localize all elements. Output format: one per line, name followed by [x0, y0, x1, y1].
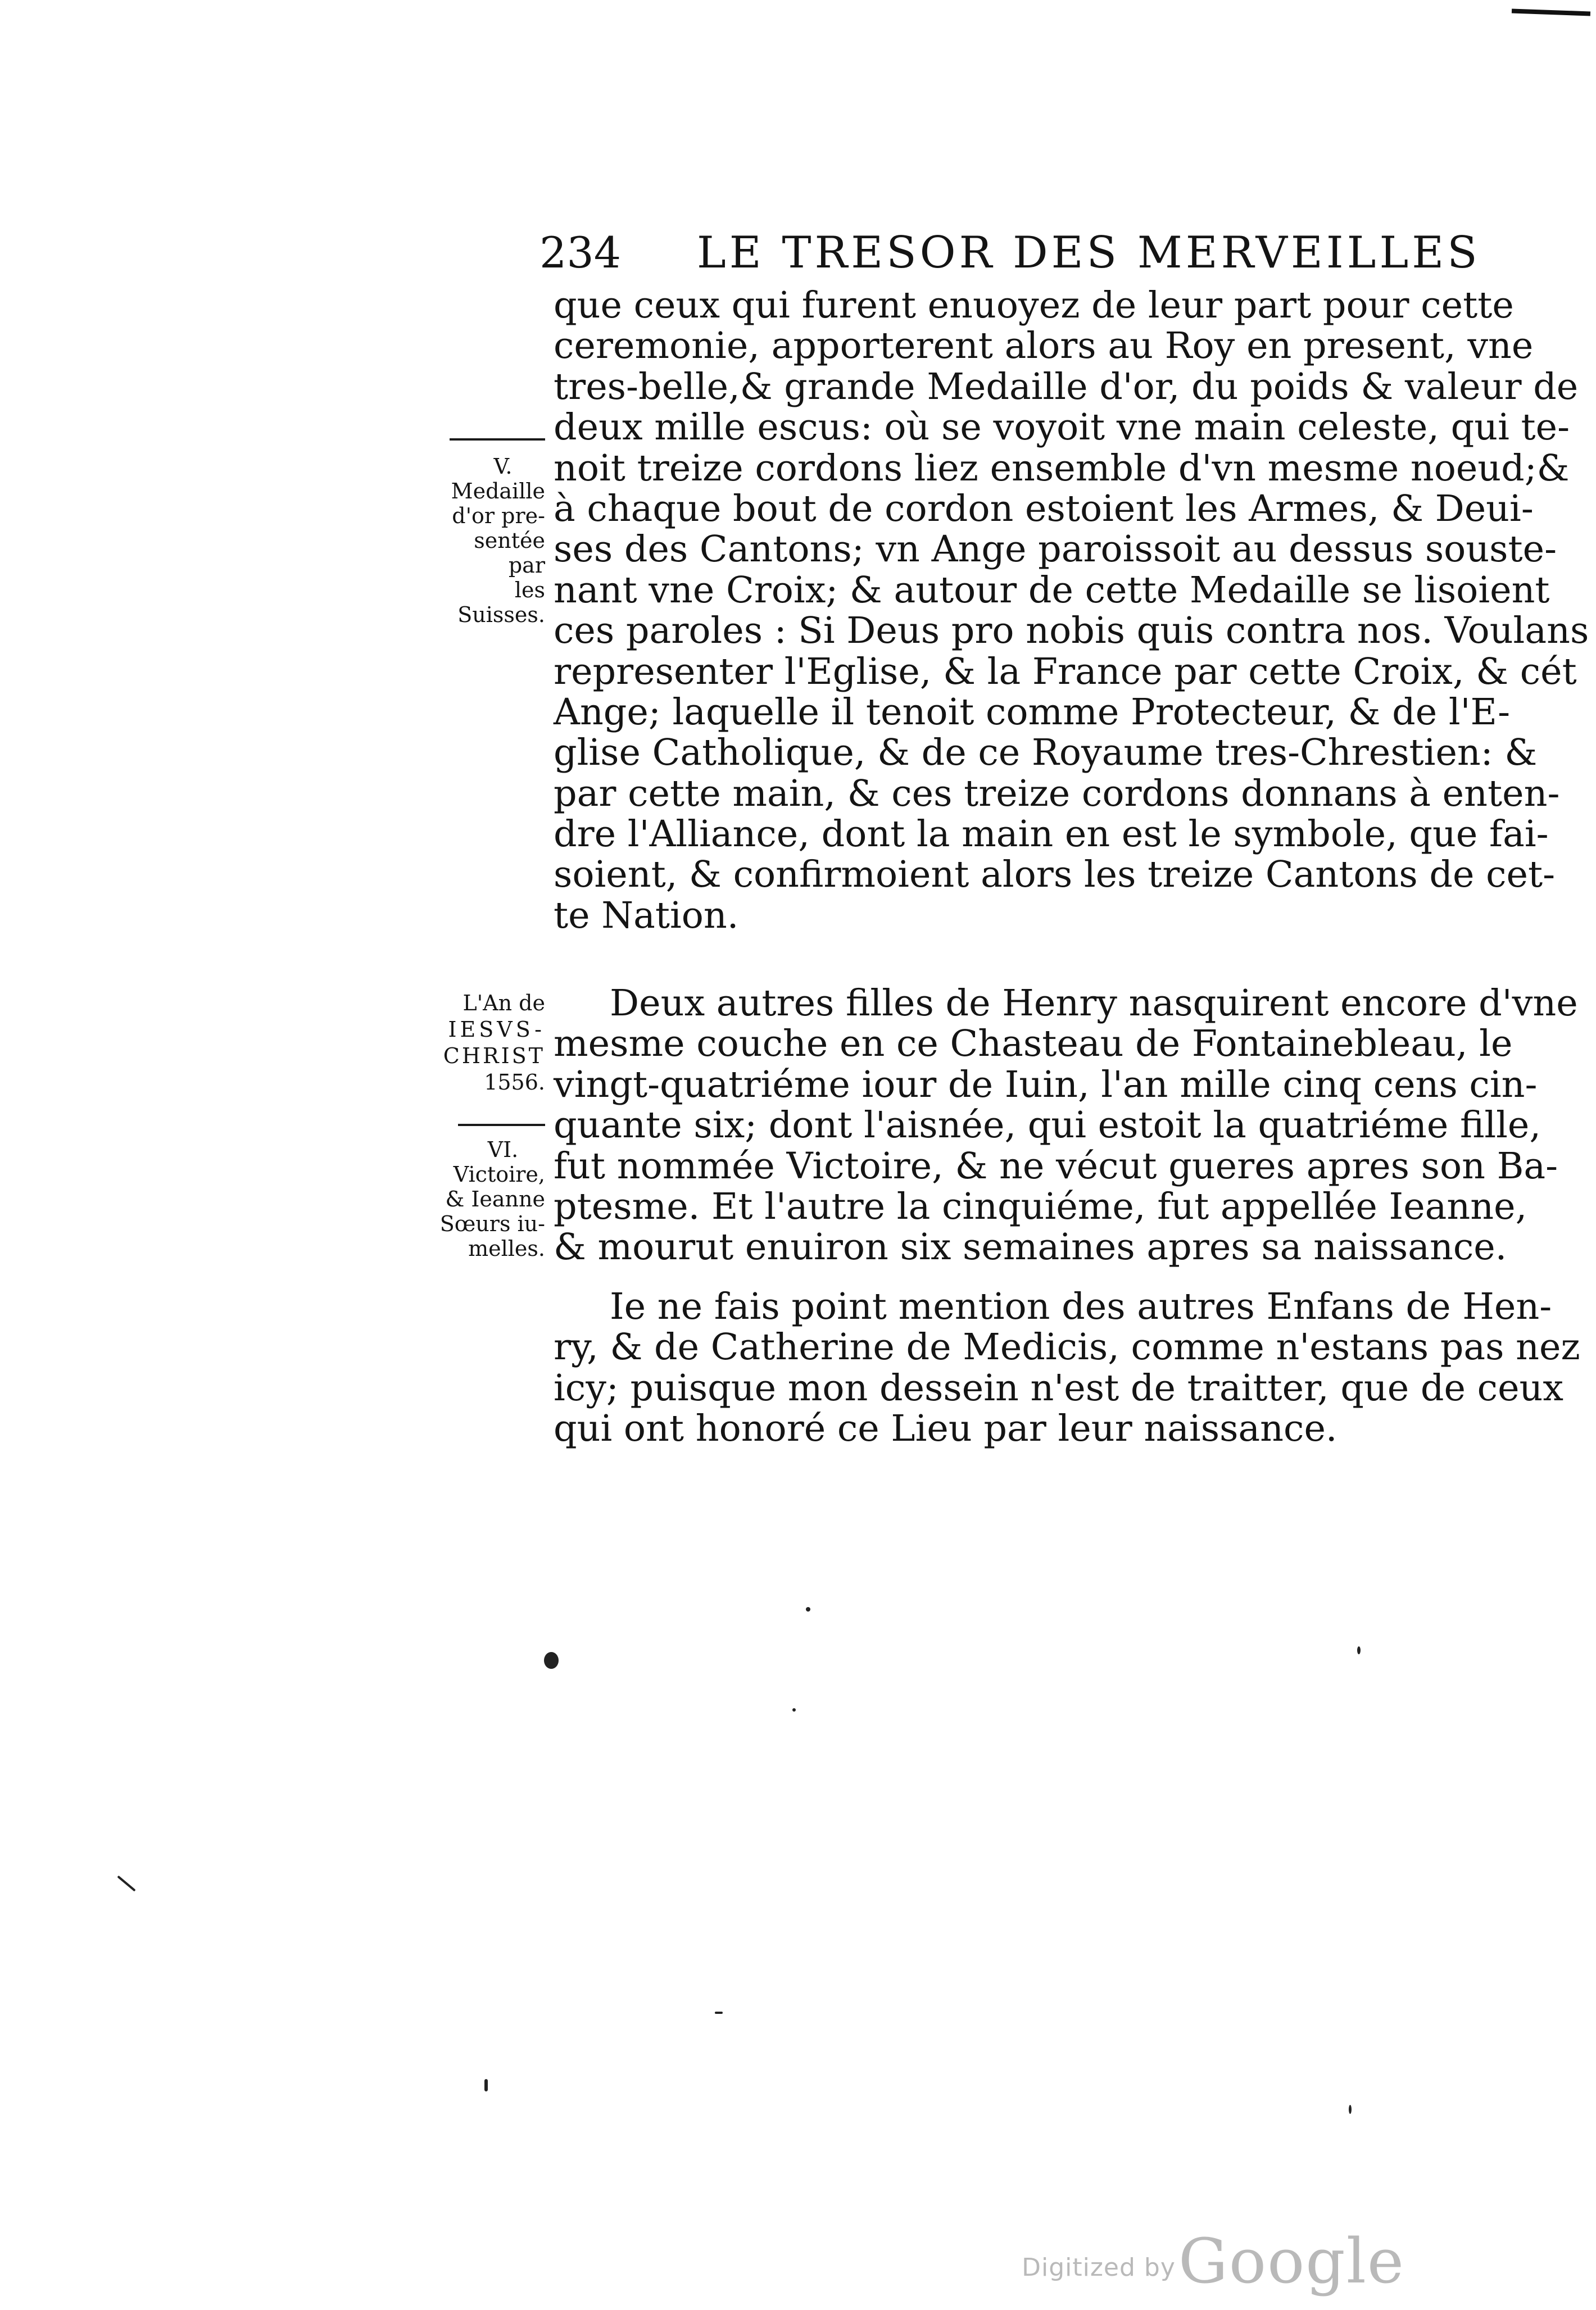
paragraph-2	[554, 982, 1578, 1269]
margin-note-line: sentée par	[474, 528, 545, 578]
text-line: Deux autres filles de Henry nasquirent encore d'vne	[610, 982, 1578, 1024]
margin-rule	[458, 1124, 545, 1126]
page-number: 234	[539, 228, 622, 278]
scan-edge-mark	[1512, 9, 1590, 16]
text-line: icy; puisque mon dessein n'est de traitter, que de ceux	[554, 1367, 1564, 1409]
text-line: vingt-quatriéme iour de Iuin, l'an mille cinq cens cin-	[554, 1063, 1538, 1106]
ink-speck	[117, 1876, 135, 1892]
text-line: Ange; laquelle il tenoit comme Protecteur, & de l'E-	[554, 691, 1511, 733]
text-line: dre l'Alliance, dont la main en est le symbole, que fai-	[554, 813, 1549, 856]
margin-rule	[450, 438, 545, 441]
text-line: mesme couche en ce Chasteau de Fontainebleau, le	[554, 1023, 1513, 1065]
text-line: qui ont honoré ce Lieu par leur naissance.	[554, 1408, 1337, 1450]
text-line: par cette main, & ces treize cordons donnans à enten-	[554, 772, 1560, 815]
running-title: LE TRESOR DES MERVEILLES	[697, 228, 1481, 278]
margin-note-medaille	[438, 454, 545, 627]
ink-speck	[544, 1652, 559, 1669]
margin-note-line: Medaille	[451, 479, 545, 503]
page-header	[539, 225, 1481, 287]
text-line: quante six; dont l'aisnée, qui estoit la quatriéme fille,	[554, 1104, 1541, 1147]
margin-note-line: VI.	[487, 1137, 519, 1162]
text-line: representer l'Eglise, & la France par cette Croix, & cét	[554, 650, 1577, 693]
margin-note-line: Sœurs iu-	[439, 1211, 545, 1236]
margin-note-line: les Suisses.	[457, 578, 545, 627]
text-line: que ceux qui furent enuoyez de leur part pour cette	[554, 284, 1514, 326]
margin-note-line: IESVS-	[448, 1017, 545, 1042]
text-line: soient, & confirmoient alors les treize Cantons de cet-	[554, 854, 1556, 896]
paragraph-3	[554, 1286, 1580, 1450]
ink-speck	[715, 2012, 723, 2014]
text-line: ry, & de Catherine de Medicis, comme n'estans pas nez	[554, 1326, 1580, 1369]
margin-note-line: Victoire,	[453, 1162, 545, 1187]
margin-note-year	[438, 990, 545, 1096]
text-line: nant vne Croix; & autour de cette Medaille se lisoient	[554, 569, 1550, 611]
margin-note-line: V.	[493, 454, 513, 479]
google-logo-text: Google	[1178, 2225, 1405, 2297]
text-line: fut nommée Victoire, & ne vécut gueres apres son Ba-	[554, 1145, 1558, 1187]
paragraph-1	[554, 284, 1589, 937]
text-line: & mourut enuiron six semaines apres sa naissance.	[554, 1226, 1507, 1269]
text-line: noit treize cordons liez ensemble d'vn mesme noeud;&	[554, 447, 1570, 489]
text-line: Ie ne fais point mention des autres Enfans de Hen-	[610, 1286, 1552, 1328]
margin-note-line: d'or pre-	[452, 503, 545, 528]
digitized-watermark	[1022, 2225, 1405, 2297]
text-line: te Nation.	[554, 894, 739, 937]
ink-speck	[484, 2079, 488, 2091]
text-line: ces paroles : Si Deus pro nobis quis contra nos. Voulans	[554, 610, 1589, 652]
margin-note-line: CHRIST	[443, 1043, 545, 1068]
ink-speck	[1357, 1646, 1361, 1654]
margin-note-sisters	[438, 1137, 545, 1261]
margin-note-line: melles.	[468, 1236, 545, 1261]
text-line: ptesme. Et l'autre la cinquiéme, fut appellée Ieanne,	[554, 1185, 1527, 1228]
margin-note-line: 1556.	[484, 1070, 545, 1095]
text-line: ceremonie, apporterent alors au Roy en present, vne	[554, 325, 1534, 367]
text-line: glise Catholique, & de ce Royaume tres-Chrestien: &	[554, 732, 1538, 774]
margin-note-line: L'An de	[463, 991, 545, 1015]
ink-speck	[792, 1708, 796, 1712]
text-line: deux mille escus: où se voyoit vne main celeste, qui te-	[554, 406, 1570, 449]
digitized-by-text: Digitized by	[1022, 2253, 1176, 2282]
text-line: ses des Cantons; vn Ange paroissoit au dessus souste-	[554, 528, 1557, 571]
text-line: à chaque bout de cordon estoient les Armes, & Deui-	[554, 487, 1534, 530]
ink-speck	[1349, 2105, 1352, 2114]
margin-note-line: & Ieanne	[445, 1187, 545, 1211]
ink-speck	[806, 1607, 810, 1612]
text-line: tres-belle,& grande Medaille d'or, du poids & valeur de	[554, 365, 1579, 408]
